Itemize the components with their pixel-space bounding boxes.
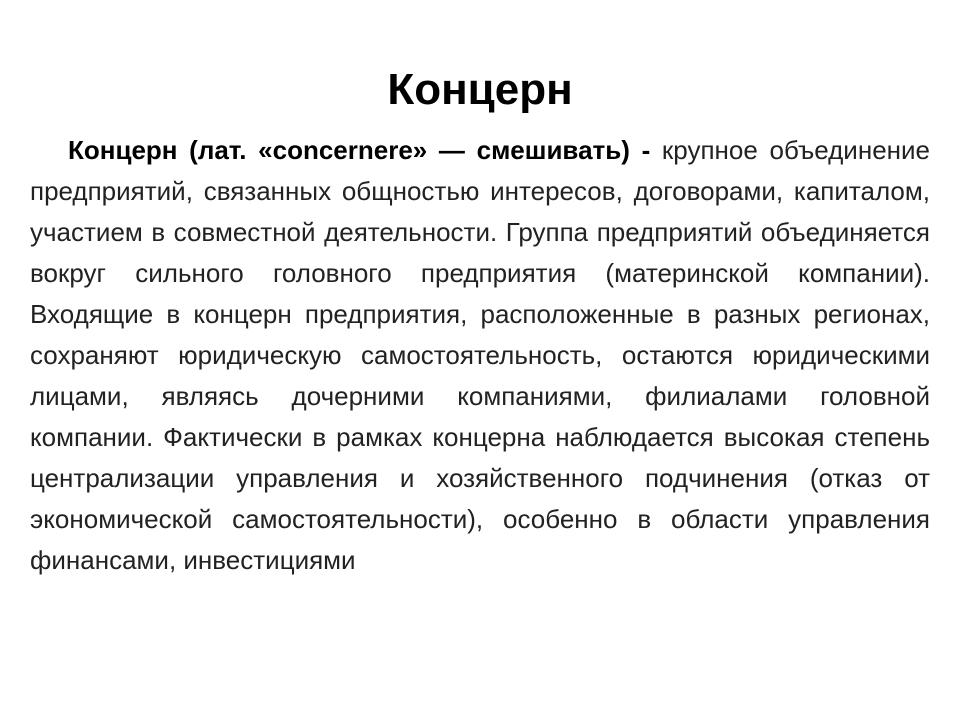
definition-text: крупное объединение предприятий, связанных общностью интересов, договорами, капиталом, участием в совместной деятельности. Группа предприятий объединяется вокруг сильного головного предприятия (материнской компании). Входящие в концерн предприятия, расположенные в разных регионах, сохраняют юридическую самостоятельность, остаются юридическими лицами, являясь дочерними компаниями, филиалами головной компании. Фактически в рамках концерна наблюдается высокая степень централизации управления и хозяйственного подчинения (отказ от экономической самостоятельности), особенно в области управления финансами, инвестициями [30, 135, 930, 575]
slide-body-paragraph [30, 130, 930, 581]
definition-term: Концерн (лат. «concernere» — смешивать) - [68, 135, 651, 165]
slide-title: Концерн [387, 65, 573, 114]
